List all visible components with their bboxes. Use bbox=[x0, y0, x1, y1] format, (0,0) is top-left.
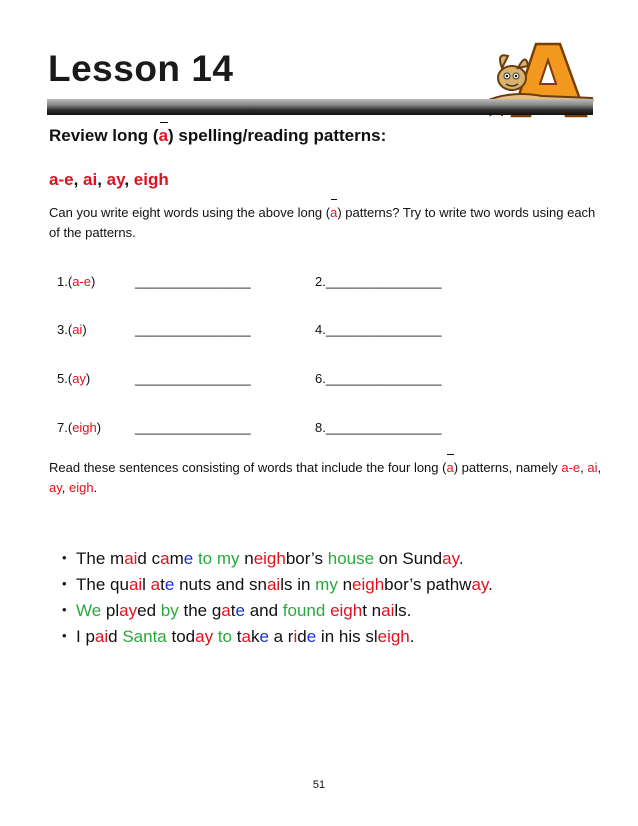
pattern-eigh: eigh bbox=[133, 170, 169, 189]
exercise-label: 1.(a-e) bbox=[57, 274, 96, 289]
sentence-segment: ai bbox=[94, 627, 109, 646]
sentence-segment: . bbox=[409, 627, 415, 646]
answer-blank[interactable]: 2.________________ bbox=[315, 274, 442, 289]
sentence-segment: pl bbox=[101, 601, 120, 620]
sentence-segment: a bbox=[241, 627, 251, 646]
sentence-segment: ai bbox=[266, 575, 281, 594]
sentence-segment: bor’s pathw bbox=[384, 575, 472, 594]
sentence-segment: l bbox=[142, 575, 151, 594]
patterns-line: a-e, ai, ay, eigh bbox=[49, 170, 169, 189]
answer-blank[interactable]: ________________ bbox=[135, 322, 251, 337]
exercise-label: 3.(ai) bbox=[57, 322, 87, 337]
exercise-row bbox=[57, 322, 557, 338]
sentence-segment: eigh bbox=[352, 575, 385, 594]
sentence-segment: eigh bbox=[330, 601, 363, 620]
instructions-text: Can you write eight words using the above long (a) patterns? Try to write two words using each of the patterns. bbox=[49, 205, 596, 240]
lesson-title: Lesson 14 bbox=[48, 48, 234, 89]
sentence-segment: t bbox=[230, 601, 236, 620]
reading-instructions: Read these sentences consisting of words that include the four long (a) patterns, namely a-e, ai, ay, eigh. bbox=[49, 460, 602, 495]
sentence bbox=[62, 571, 493, 597]
sentence-segment: t bbox=[232, 627, 242, 646]
sentence bbox=[62, 597, 493, 623]
sentence-segment: ai bbox=[128, 575, 143, 594]
answer-blank[interactable]: 4.________________ bbox=[315, 322, 442, 337]
sentence-segment: e bbox=[164, 575, 175, 594]
sentence-segment: t n bbox=[362, 601, 382, 620]
answer-blank[interactable]: ________________ bbox=[135, 420, 251, 435]
sentence-segment: I p bbox=[76, 627, 95, 646]
answer-blank[interactable]: 6.________________ bbox=[315, 371, 442, 386]
sentence-segment: my bbox=[315, 575, 338, 594]
practice-sentences bbox=[62, 545, 493, 649]
sentence-segment: The qu bbox=[76, 575, 129, 594]
sentence-segment: e bbox=[306, 627, 317, 646]
long-a-letter: a bbox=[330, 203, 337, 223]
sentence-segment: in his sl bbox=[316, 627, 378, 646]
sentence-segment: a r bbox=[268, 627, 294, 646]
sentence-segment: t bbox=[160, 575, 165, 594]
sentence-segment: ls. bbox=[394, 601, 412, 620]
title-rule bbox=[47, 99, 593, 115]
answer-blank[interactable]: ________________ bbox=[135, 371, 251, 386]
sentence-segment: ay bbox=[471, 575, 489, 594]
sentence-segment: n bbox=[337, 575, 353, 594]
sentence-segment: e bbox=[235, 601, 245, 620]
sentence-segment: The m bbox=[76, 549, 125, 568]
sentence-segment: ls in bbox=[280, 575, 316, 594]
sentence bbox=[62, 545, 493, 571]
exercise-row bbox=[57, 274, 557, 290]
sentence-segment: . bbox=[488, 575, 493, 594]
page-number: 51 bbox=[312, 779, 326, 791]
review-heading bbox=[49, 126, 386, 146]
sentence-segment: by bbox=[160, 601, 179, 620]
sentence-segment: on Sund bbox=[374, 549, 443, 568]
sentence-segment: found bbox=[282, 601, 326, 620]
long-a-letter: a bbox=[158, 126, 169, 145]
sentence-segment: ay bbox=[195, 627, 214, 646]
sentence-segment: ed bbox=[137, 601, 161, 620]
answer-blank[interactable]: 8.________________ bbox=[315, 420, 442, 435]
sentence-segment: a bbox=[160, 549, 170, 568]
review-heading-suffix: ) spelling/reading patterns: bbox=[168, 126, 387, 145]
sentence-segment: nuts and sn bbox=[174, 575, 267, 594]
sentence-segment: bor’s bbox=[285, 549, 328, 568]
sentence-segment: to bbox=[217, 627, 233, 646]
sentence-segment: We bbox=[76, 601, 102, 620]
sentence-segment: eigh bbox=[377, 627, 410, 646]
bullet-icon: • bbox=[62, 628, 67, 643]
sentence-segment: e bbox=[183, 549, 194, 568]
pattern-a-e: a-e bbox=[49, 170, 74, 189]
sentence-segment: k bbox=[250, 627, 260, 646]
sentence-segment: house bbox=[327, 549, 375, 568]
pattern-ay: ay bbox=[106, 170, 125, 189]
sentence-segment: ai bbox=[381, 601, 395, 620]
sentence-segment: a bbox=[221, 601, 231, 620]
sentence-segment: . bbox=[458, 549, 464, 568]
review-heading-prefix: Review long ( bbox=[49, 126, 159, 145]
sentence-segment: i bbox=[293, 627, 298, 646]
long-a-letter: a bbox=[446, 458, 453, 478]
exercise-label: 7.(eigh) bbox=[57, 420, 102, 435]
exercise-label: 5.(ay) bbox=[57, 371, 91, 386]
sentence-segment: a bbox=[150, 575, 161, 594]
sentence-segment: and bbox=[244, 601, 283, 620]
sentence-segment: to my bbox=[197, 549, 240, 568]
sentence-segment: ay bbox=[442, 549, 459, 568]
sentence-segment: eigh bbox=[253, 549, 286, 568]
bullet-icon: • bbox=[62, 602, 67, 617]
sentence-segment: the g bbox=[178, 601, 222, 620]
sentence bbox=[62, 623, 493, 649]
sentence-segment: ai bbox=[124, 549, 138, 568]
sentence-segment: m bbox=[169, 549, 184, 568]
sentence-segment: d bbox=[297, 627, 307, 646]
sentence-segment: d c bbox=[137, 549, 161, 568]
bullet-icon: • bbox=[62, 576, 67, 591]
pattern-ai: ai bbox=[83, 170, 98, 189]
sentence-segment: e bbox=[259, 627, 269, 646]
exercise-row bbox=[57, 371, 557, 387]
sentence-segment: d bbox=[108, 627, 123, 646]
exercise-row bbox=[57, 420, 557, 436]
sentence-segment: tod bbox=[166, 627, 196, 646]
sentence-segment: Santa bbox=[122, 627, 167, 646]
sentence-segment: ay bbox=[119, 601, 138, 620]
bullet-icon: • bbox=[62, 550, 67, 565]
sentence-segment: n bbox=[239, 549, 254, 568]
answer-blank[interactable]: ________________ bbox=[135, 274, 251, 289]
